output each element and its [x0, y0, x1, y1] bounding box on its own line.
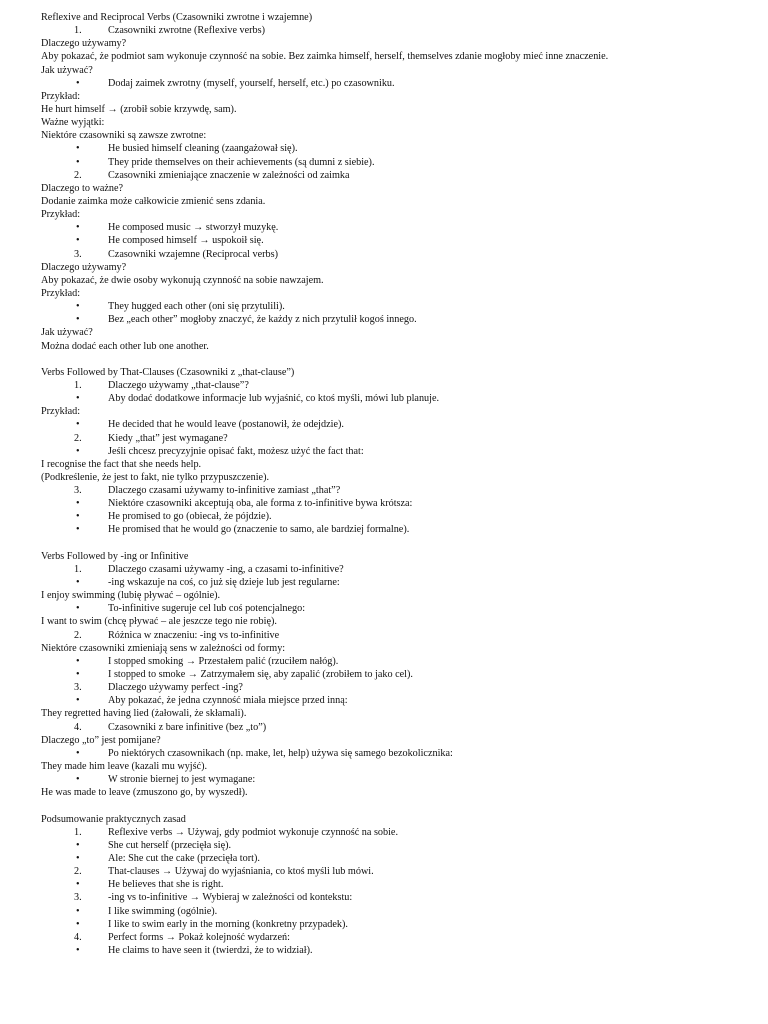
- bullet-marker: •: [76, 314, 80, 326]
- numbered-line: [41, 24, 741, 37]
- line-text: I like to swim early in the morning (konkretny przypadek).: [108, 918, 348, 930]
- bullet-marker: •: [76, 853, 80, 864]
- bullet-marker: •: [76, 498, 80, 510]
- bullet-marker: •: [76, 695, 80, 707]
- list-number: 1.: [74, 563, 82, 575]
- line-text: He believes that she is right.: [108, 879, 224, 891]
- text-line: [41, 707, 741, 720]
- bullet-line: [41, 944, 741, 957]
- line-text: -ing wskazuje na coś, co już się dzieje lub jest regularne:: [108, 577, 340, 589]
- line-text: Jak używać?: [41, 327, 93, 339]
- line-text: I recognise the fact that she needs help.: [41, 458, 202, 470]
- numbered-line: [41, 379, 741, 392]
- line-text: Czasowniki z bare infinitive (bez „to”): [108, 721, 267, 733]
- bullet-marker: •: [76, 918, 80, 930]
- list-number: 3.: [74, 248, 82, 260]
- text-line: [41, 64, 741, 77]
- numbered-line: [41, 721, 741, 734]
- bullet-marker: •: [76, 774, 80, 786]
- bullet-marker: •: [76, 445, 80, 457]
- line-text: Czasowniki zwrotne (Reflexive verbs): [108, 25, 266, 37]
- bullet-line: [41, 142, 741, 155]
- list-number: 2.: [74, 629, 82, 641]
- text-line: [41, 50, 741, 63]
- bullet-line: [41, 523, 741, 536]
- line-text: I want to swim (chcę pływać – ale jeszcze tego nie robię).: [41, 616, 277, 628]
- line-text: Aby pokazać, że dwie osoby wykonują czynność na sobie nawzajem.: [41, 274, 324, 286]
- line-text: Dlaczego używamy „that-clause”?: [108, 379, 249, 391]
- bullet-marker: •: [76, 301, 80, 313]
- blank-line: [41, 799, 741, 812]
- line-text: (Podkreślenie, że jest to fakt, nie tylko przypuszczenie).: [41, 471, 270, 483]
- line-text: Czasowniki wzajemne (Reciprocal verbs): [108, 248, 279, 260]
- bullet-line: [41, 156, 741, 169]
- text-line: [41, 471, 741, 484]
- line-text: He claims to have seen it (twierdzi, że to widział).: [108, 944, 313, 956]
- line-text: Przykład:: [41, 287, 81, 299]
- text-line: [41, 340, 741, 353]
- line-text: He promised that he would go (znaczenie to samo, ale bardziej formalne).: [108, 524, 410, 536]
- line-text: Ale: She cut the cake (przecięła tort).: [108, 853, 260, 864]
- line-text: Dlaczego czasami używamy -ing, a czasami to-infinitive?: [108, 563, 344, 575]
- line-text: Niektóre czasowniki akceptują oba, ale forma z to-infinitive bywa krótsza:: [108, 498, 413, 510]
- line-text: He composed music → stworzył muzykę.: [108, 222, 279, 234]
- line-text: Niektóre czasowniki zmieniają sens w zależności od formy:: [41, 642, 286, 654]
- text-line: [41, 182, 741, 195]
- document-body: [41, 11, 741, 957]
- line-text: Przykład:: [41, 406, 81, 418]
- bullet-marker: •: [76, 419, 80, 431]
- line-text: Perfect forms → Pokaż kolejność wydarzeń:: [108, 931, 290, 943]
- line-text: That-clauses → Używaj do wyjaśniania, co ktoś myśli lub mówi.: [108, 866, 374, 878]
- line-text: Verbs Followed by That-Clauses (Czasowniki z „that-clause”): [41, 366, 295, 378]
- text-line: [41, 37, 741, 50]
- blank-line: [41, 537, 741, 550]
- bullet-marker: •: [76, 524, 80, 536]
- line-text: Przykład:: [41, 209, 81, 221]
- list-number: 2.: [74, 432, 82, 444]
- list-number: 1.: [74, 25, 82, 37]
- bullet-line: [41, 221, 741, 234]
- list-number: 2.: [74, 169, 82, 181]
- text-line: [41, 405, 741, 418]
- bullet-marker: •: [76, 603, 80, 615]
- text-line: [41, 116, 741, 129]
- numbered-line: [41, 248, 741, 261]
- line-text: Można dodać each other lub one another.: [41, 340, 209, 352]
- bullet-line: [41, 852, 741, 865]
- bullet-marker: •: [76, 156, 80, 168]
- line-text: To-infinitive sugeruje cel lub coś potencjalnego:: [108, 603, 306, 615]
- bullet-line: [41, 576, 741, 589]
- list-number: 3.: [74, 892, 82, 904]
- text-line: [41, 208, 741, 221]
- line-text: Dodaj zaimek zwrotny (myself, yourself, herself, etc.) po czasowniku.: [108, 77, 395, 89]
- bullet-line: [41, 602, 741, 615]
- line-text: Niektóre czasowniki są zawsze zwrotne:: [41, 130, 207, 142]
- line-text: Dlaczego czasami używamy to-infinitive zamiast „that”?: [108, 485, 341, 497]
- line-text: W stronie biernej to jest wymagane:: [108, 774, 256, 786]
- line-text: Czasowniki zmieniające znaczenie w zależności od zaimka: [108, 169, 350, 181]
- bullet-line: [41, 918, 741, 931]
- line-text: I stopped to smoke → Zatrzymałem się, aby zapalić (zrobiłem to jako cel).: [108, 669, 413, 681]
- text-line: [41, 195, 741, 208]
- line-text: Dlaczego używamy?: [41, 38, 127, 50]
- line-text: Dodanie zaimka może całkowicie zmienić sens zdania.: [41, 195, 266, 207]
- bullet-line: [41, 905, 741, 918]
- bullet-marker: •: [76, 511, 80, 523]
- text-line: [41, 326, 741, 339]
- line-text: Jak używać?: [41, 64, 93, 76]
- bullet-marker: •: [76, 393, 80, 405]
- line-text: I enjoy swimming (lubię pływać – ogólnie).: [41, 590, 221, 602]
- bullet-line: [41, 694, 741, 707]
- text-line: [41, 734, 741, 747]
- bullet-line: [41, 300, 741, 313]
- bullet-marker: •: [76, 879, 80, 891]
- bullet-line: [41, 839, 741, 852]
- line-text: Bez „each other” mogłoby znaczyć, że każdy z nich przytulił kogoś innego.: [108, 314, 417, 326]
- text-line: [41, 786, 741, 799]
- blank-line: [41, 353, 741, 366]
- line-text: -ing vs to-infinitive → Wybieraj w zależności od kontekstu:: [108, 892, 353, 904]
- line-text: Reflexive and Reciprocal Verbs (Czasowniki zwrotne i wzajemne): [41, 12, 313, 23]
- text-line: [41, 103, 741, 116]
- line-text: They made him leave (kazali mu wyjść).: [41, 761, 208, 773]
- text-line: [41, 274, 741, 287]
- bullet-line: [41, 668, 741, 681]
- list-number: 1.: [74, 379, 82, 391]
- bullet-line: [41, 510, 741, 523]
- line-text: He was made to leave (zmuszono go, by wyszedł).: [41, 787, 248, 799]
- bullet-marker: •: [76, 747, 80, 759]
- text-line: [41, 129, 741, 142]
- numbered-line: [41, 931, 741, 944]
- line-text: Przykład:: [41, 90, 81, 102]
- list-number: 4.: [74, 721, 82, 733]
- line-text: They pride themselves on their achievements (są dumni z siebie).: [108, 156, 375, 168]
- line-text: She cut herself (przecięła się).: [108, 839, 232, 851]
- numbered-line: [41, 563, 741, 576]
- line-text: I like swimming (ogólnie).: [108, 905, 218, 917]
- text-line: [41, 760, 741, 773]
- bullet-line: [41, 497, 741, 510]
- bullet-marker: •: [76, 222, 80, 234]
- bullet-marker: •: [76, 669, 80, 681]
- line-text: Różnica w znaczeniu: -ing vs to-infinitive: [108, 629, 280, 641]
- bullet-line: [41, 747, 741, 760]
- numbered-line: [41, 865, 741, 878]
- text-line: [41, 589, 741, 602]
- list-number: 2.: [74, 866, 82, 878]
- line-text: Aby pokazać, że podmiot sam wykonuje czynność na sobie. Bez zaimka himself, herself, themselves zdanie mogłoby mieć inne znaczenie.: [41, 51, 609, 63]
- bullet-marker: •: [76, 944, 80, 956]
- line-text: He hurt himself → (zrobił sobie krzywdę, sam).: [41, 103, 237, 115]
- bullet-line: [41, 878, 741, 891]
- line-text: Dlaczego używamy?: [41, 261, 127, 273]
- bullet-line: [41, 773, 741, 786]
- bullet-marker: •: [76, 235, 80, 247]
- line-text: He promised to go (obiecał, że pójdzie).: [108, 511, 272, 523]
- numbered-line: [41, 629, 741, 642]
- bullet-marker: •: [76, 905, 80, 917]
- line-text: I stopped smoking → Przestałem palić (rzuciłem nałóg).: [108, 655, 339, 667]
- list-number: 1.: [74, 826, 82, 838]
- line-text: Aby dodać dodatkowe informacje lub wyjaśnić, co ktoś myśli, mówi lub planuje.: [108, 393, 440, 405]
- text-line: [41, 366, 741, 379]
- numbered-line: [41, 169, 741, 182]
- bullet-line: [41, 234, 741, 247]
- bullet-line: [41, 445, 741, 458]
- line-text: Po niektórych czasownikach (np. make, let, help) używa się samego bezokolicznika:: [108, 747, 453, 759]
- text-line: [41, 813, 741, 826]
- line-text: Jeśli chcesz precyzyjnie opisać fakt, możesz użyć the fact that:: [108, 445, 364, 457]
- line-text: Dlaczego używamy perfect -ing?: [108, 682, 243, 694]
- numbered-line: [41, 891, 741, 904]
- line-text: Dlaczego „to” jest pomijane?: [41, 734, 161, 746]
- text-line: [41, 615, 741, 628]
- bullet-line: [41, 392, 741, 405]
- line-text: Dlaczego to ważne?: [41, 182, 124, 194]
- bullet-line: [41, 655, 741, 668]
- line-text: They regretted having lied (żałowali, że skłamali).: [41, 708, 247, 720]
- bullet-line: [41, 77, 741, 90]
- text-line: [41, 261, 741, 274]
- bullet-line: [41, 418, 741, 431]
- text-line: [41, 458, 741, 471]
- bullet-marker: •: [76, 77, 80, 89]
- numbered-line: [41, 432, 741, 445]
- text-line: [41, 287, 741, 300]
- numbered-line: [41, 826, 741, 839]
- line-text: Ważne wyjątki:: [41, 117, 105, 129]
- line-text: Aby pokazać, że jedna czynność miała miejsce przed inną:: [108, 695, 348, 707]
- line-text: He decided that he would leave (postanowił, że odejdzie).: [108, 419, 344, 431]
- bullet-marker: •: [76, 143, 80, 155]
- line-text: Reflexive verbs → Używaj, gdy podmiot wykonuje czynność na sobie.: [108, 826, 398, 838]
- text-line: [41, 90, 741, 103]
- bullet-marker: •: [76, 577, 80, 589]
- bullet-line: [41, 313, 741, 326]
- line-text: Verbs Followed by -ing or Infinitive: [41, 550, 189, 562]
- list-number: 3.: [74, 485, 82, 497]
- text-line: [41, 550, 741, 563]
- line-text: Podsumowanie praktycznych zasad: [41, 813, 186, 825]
- bullet-marker: •: [76, 839, 80, 851]
- bullet-marker: •: [76, 655, 80, 667]
- line-text: He busied himself cleaning (zaangażował się).: [108, 143, 298, 155]
- numbered-line: [41, 681, 741, 694]
- line-text: They hugged each other (oni się przytulili).: [108, 301, 285, 313]
- text-line: [41, 642, 741, 655]
- text-line: [41, 11, 741, 24]
- list-number: 3.: [74, 682, 82, 694]
- line-text: Kiedy „that” jest wymagane?: [108, 432, 228, 444]
- list-number: 4.: [74, 931, 82, 943]
- line-text: He composed himself → uspokoił się.: [108, 235, 264, 247]
- numbered-line: [41, 484, 741, 497]
